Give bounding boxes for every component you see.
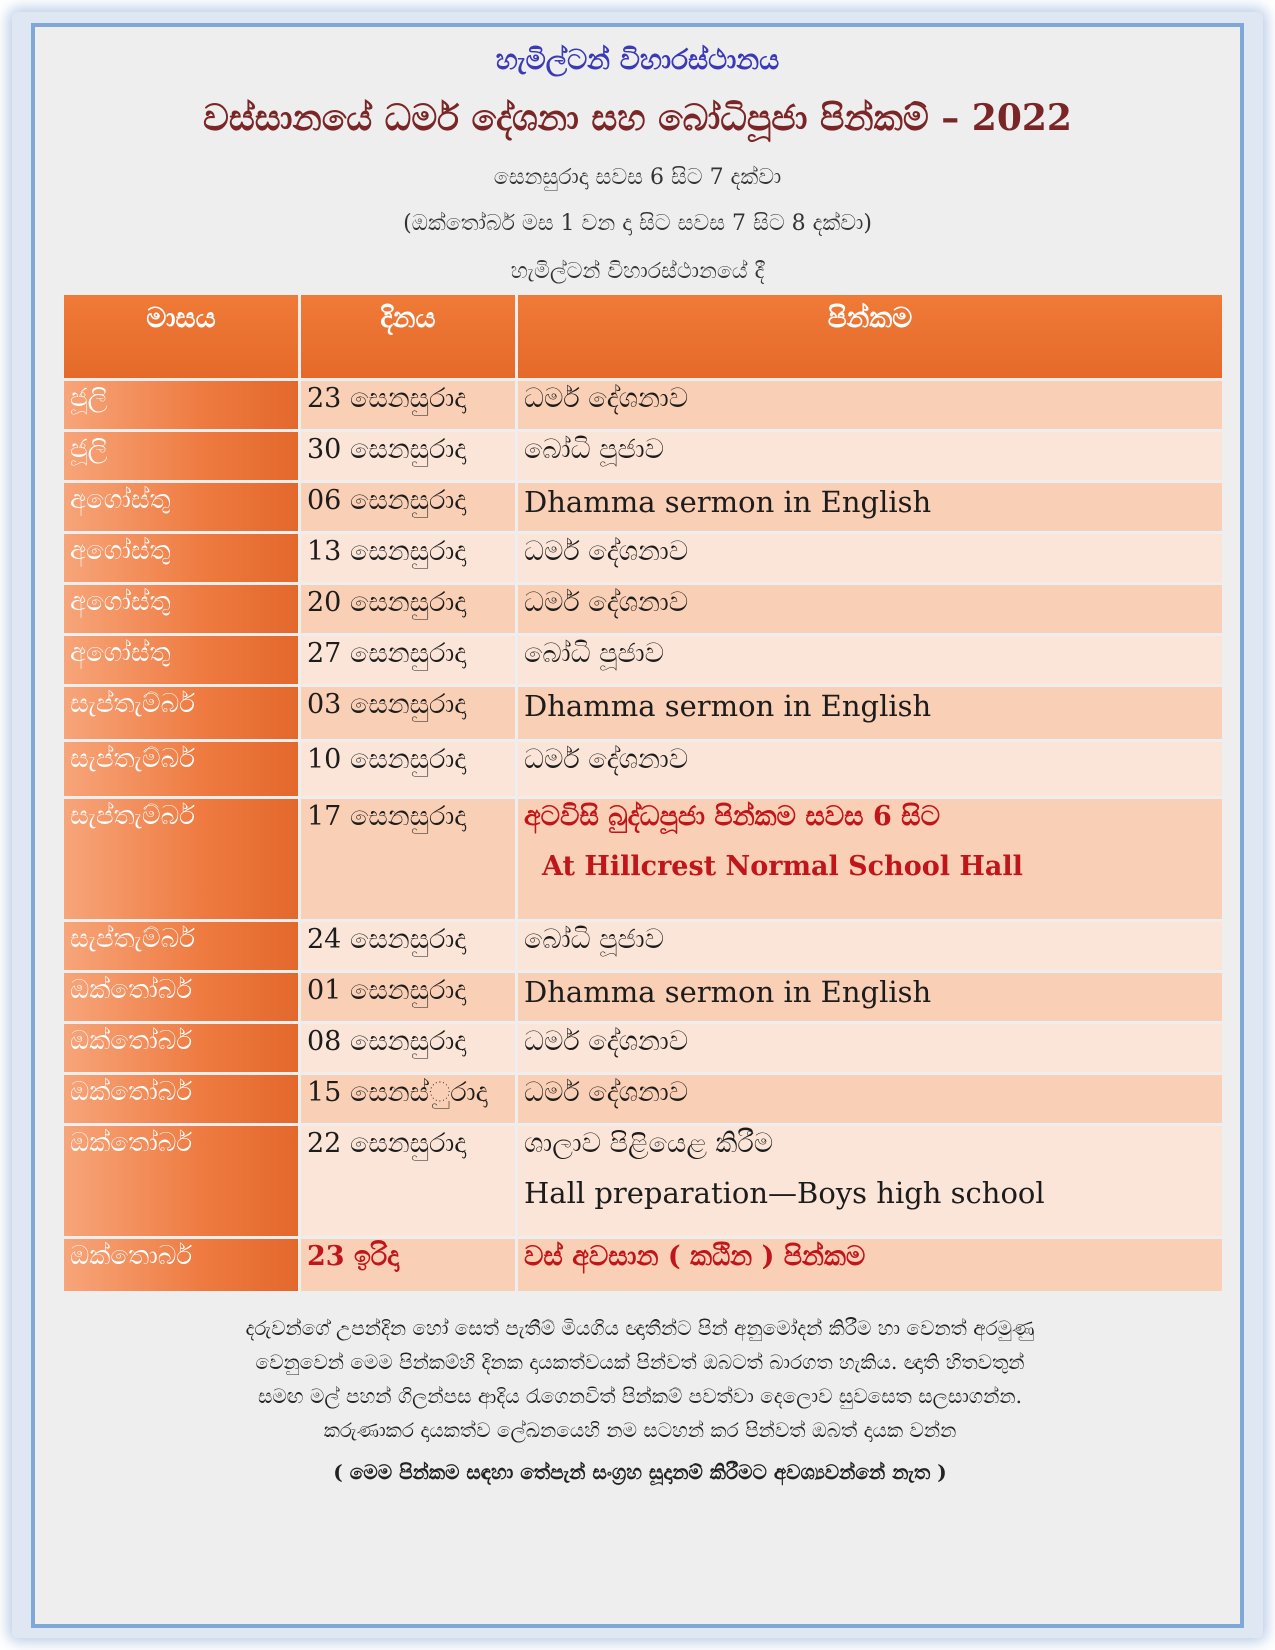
month-cell: ඔක්තෝබර් — [64, 1024, 298, 1072]
table-row — [64, 636, 1222, 684]
table-row — [64, 381, 1222, 429]
table-row — [64, 799, 1222, 919]
date-cell: 10 සෙනසුරාදා — [301, 742, 515, 796]
month-cell: ඔක්තෝබර් — [64, 1075, 298, 1123]
month-cell: අගෝස්තු — [64, 483, 298, 531]
date-cell: 30 සෙනසුරාදා — [301, 432, 515, 480]
table-row — [64, 1024, 1222, 1072]
date-cell: 01 සෙනසුරාදා — [301, 973, 515, 1021]
time-line: සෙනසුරාදා සවස 6 සිට 7 දක්වා — [493, 165, 782, 190]
column-header-event: පින්කම — [518, 295, 1222, 378]
table-row — [64, 432, 1222, 480]
table-row — [64, 1239, 1222, 1291]
month-cell: අගෝස්තු — [64, 534, 298, 582]
event-cell: ධර්ම දේශනාව — [518, 1075, 1222, 1123]
table-row — [64, 922, 1222, 970]
schedule-table — [61, 292, 1225, 1294]
month-cell: සැප්තැම්බර් — [64, 799, 298, 919]
month-cell: ජූලි — [64, 381, 298, 429]
location-line: හැමිල්ටන් විහාරස්ථානයේ දී — [510, 259, 765, 284]
month-cell: අගෝස්තු — [64, 585, 298, 633]
footer-line: සමඟ මල් පහන් ගිලන්පස ආදිය රැගෙනවිත් පින්කම් පවත්වා දෙලොව සුවසෙත සලසාගන්න. — [258, 1384, 1022, 1408]
month-cell: ඔක්තොබර් — [64, 1239, 298, 1291]
event-cell: වස් අවසාන ( කඨින ) පින්කම — [518, 1239, 1222, 1291]
column-header-month: මාසය — [64, 295, 298, 378]
table-row — [64, 1075, 1222, 1123]
schedule-poster — [31, 23, 1244, 1628]
month-cell: ඔක්තෝබර් — [64, 1126, 298, 1236]
event-cell — [518, 1126, 1222, 1236]
table-header-row — [64, 295, 1222, 378]
footer-line: දරුවන්ගේ උපන්දින හෝ සෙත් පැතීම් මියගිය ඥාතීන්ට පින් අනුමෝදන් කිරීම හා වෙනත් අරමුණු — [245, 1316, 1035, 1340]
date-cell: 24 සෙනසුරාදා — [301, 922, 515, 970]
event-cell: බෝධි පූජාව — [518, 432, 1222, 480]
table-row — [64, 483, 1222, 531]
date-cell: 17 සෙනසුරාදා — [301, 799, 515, 919]
month-cell: අගෝස්තු — [64, 636, 298, 684]
month-cell: සැප්තැම්බර් — [64, 687, 298, 739]
event-title: ශාලාව පිළියෙළ කිරීම — [524, 1128, 774, 1159]
event-cell: Dhamma sermon in English — [518, 483, 1222, 531]
date-cell: 06 සෙනසුරාදා — [301, 483, 515, 531]
date-cell: 03 සෙනසුරාදා — [301, 687, 515, 739]
event-title: අටවිසි බුද්ධපූජා පින්කම සවස 6 සිට — [524, 801, 941, 832]
table-row — [64, 1126, 1222, 1236]
table-row — [64, 585, 1222, 633]
date-cell: 27 සෙනසුරාදා — [301, 636, 515, 684]
table-row — [64, 534, 1222, 582]
date-cell: 08 සෙනසුරාදා — [301, 1024, 515, 1072]
event-cell: ධර්ම දේශනාව — [518, 534, 1222, 582]
footer-note: ( මෙම පින්කම සඳහා තේපැන් සංග්‍රහ සූදානම් කිරීමට අවශ්‍යවන්නේ නැත ) — [333, 1460, 947, 1484]
event-cell: බෝධි පූජාව — [518, 636, 1222, 684]
event-venue: At Hillcrest Normal School Hall — [542, 851, 1023, 882]
event-cell: බෝධි පූජාව — [518, 922, 1222, 970]
footer-line: වෙනුවෙන් මෙම පින්කම්හි දිනක දායකත්වයක් පින්වත් ඔබටත් බාරගත හැකිය. ඥාති හිතවතුන් — [255, 1350, 1025, 1374]
table-row — [64, 687, 1222, 739]
event-cell: ධර්ම දේශනාව — [518, 742, 1222, 796]
date-cell: 15 සෙනස්ුරාදා — [301, 1075, 515, 1123]
date-cell: 23 ඉරිදා — [301, 1239, 515, 1291]
event-cell: Dhamma sermon in English — [518, 973, 1222, 1021]
poster-title: වස්සානයේ ධර්ම දේශනා සහ බෝධිපූජා පින්කම් – 2022 — [203, 97, 1072, 139]
footer-line: කරුණාකර දායකත්ව ලේඛනයෙහි නම සටහන් කර පින්වත් ඔබත් දායක වන්න — [323, 1418, 957, 1442]
table-row — [64, 742, 1222, 796]
event-cell — [518, 799, 1222, 919]
event-cell: ධර්ම දේශනාව — [518, 585, 1222, 633]
column-header-date: දිනය — [301, 295, 515, 378]
date-cell: 13 සෙනසුරාදා — [301, 534, 515, 582]
event-subtitle: Hall preparation—Boys high school — [524, 1176, 1045, 1210]
event-cell: ධර්ම දේශනාව — [518, 381, 1222, 429]
date-cell: 22 සෙනසුරාදා — [301, 1126, 515, 1236]
date-cell: 20 සෙනසුරාදා — [301, 585, 515, 633]
month-cell: සැප්තැම්බර් — [64, 922, 298, 970]
temple-name: හැමිල්ටන් විහාරස්ථානය — [495, 43, 780, 76]
month-cell: ඔක්තෝබර් — [64, 973, 298, 1021]
footer-notice — [55, 1311, 1225, 1489]
time-note: (ඔක්තෝබර් මස 1 වන දා සිට සවස 7 සිට 8 දක්වා) — [403, 211, 872, 236]
date-cell: 23 සෙනසුරාදා — [301, 381, 515, 429]
month-cell: ජූලි — [64, 432, 298, 480]
event-cell: Dhamma sermon in English — [518, 687, 1222, 739]
event-cell: ධර්ම දේශනාව — [518, 1024, 1222, 1072]
table-row — [64, 973, 1222, 1021]
month-cell: සැප්තැම්බර් — [64, 742, 298, 796]
